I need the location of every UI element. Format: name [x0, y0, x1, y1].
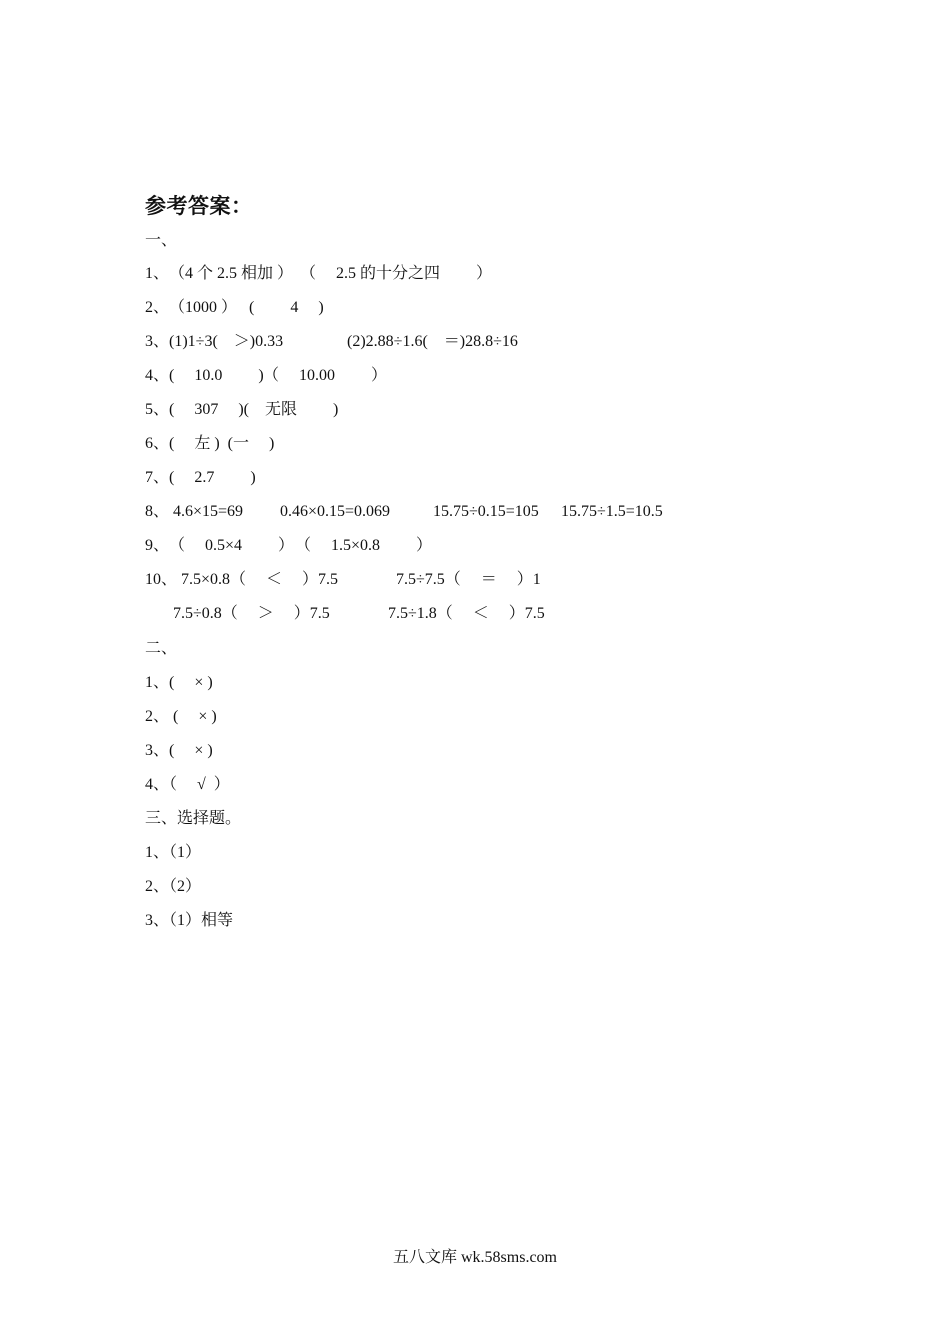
answer-1-4: [145, 364, 388, 388]
answer-number: 4、: [145, 367, 170, 384]
answer-3-3: 3、（1）相等: [145, 912, 234, 929]
answer-1-2: [145, 296, 324, 320]
answer-1-9: [145, 534, 433, 558]
answer-number: 7、: [145, 469, 170, 486]
answer-part-b: ( 4 ): [249, 299, 324, 316]
answer-1-6: [145, 432, 275, 456]
answer-part-a: （ 0.5×4 ）: [169, 537, 295, 554]
answer-part-b: （ 2.5 的十分之四 ）: [300, 265, 493, 282]
answer-number: 5、: [145, 401, 170, 418]
answer-part-a: (1)1÷3( ＞)0.33: [169, 333, 284, 350]
answer-part-a: 7.5×0.8（ ＜ ）7.5: [181, 571, 339, 588]
page-title: 参考答案：: [145, 194, 253, 218]
answer-2-3: 3、( × ): [145, 742, 213, 759]
answer-part-a: 4.6×15=69: [173, 503, 244, 520]
answer-part-a: ( 307 )(: [169, 401, 249, 418]
answer-number: 6、: [145, 435, 170, 452]
answer-1-10-continued: [145, 602, 545, 626]
answer-part-d: 7.5÷1.8（ ＜ ）7.5: [388, 605, 545, 622]
answer-number: 3、: [145, 333, 170, 350]
answer-2-4: 4、（ √ ）: [145, 776, 230, 793]
answer-2-1: 1、( × ): [145, 674, 213, 691]
answer-3-2: 2、（2）: [145, 878, 202, 895]
answer-part-d: 15.75÷1.5=10.5: [561, 503, 663, 520]
answer-part-b: 无限 ): [265, 401, 339, 418]
answer-1-7: [145, 466, 256, 490]
answer-1-10: [145, 568, 541, 592]
answer-part-b: 7.5÷7.5（ ＝ ）1: [396, 571, 541, 588]
answer-part-a: （4 个 2.5 相加 ）: [169, 265, 294, 282]
answer-number: 10、: [145, 571, 178, 588]
section-1-heading: 一、: [145, 232, 178, 249]
answer-part-a: （1000 ）: [169, 299, 238, 316]
section-3-heading: 三、选择题。: [145, 810, 242, 827]
answer-number: 9、: [145, 537, 170, 554]
answer-2-2: 2、 ( × ): [145, 708, 217, 725]
answer-part-c: 15.75÷0.15=105: [433, 503, 539, 520]
answer-3-1: 1、（1）: [145, 844, 202, 861]
answer-part-b: （ 10.00 ）: [263, 367, 388, 384]
answer-1-8: [145, 500, 663, 524]
answer-number: 2、: [145, 299, 170, 316]
answer-part-a: ( 左 ) (一 ): [169, 435, 275, 452]
answer-1-1: [145, 262, 493, 286]
answer-part-a: ( 2.7 ): [169, 469, 256, 486]
answer-part-c: 7.5÷0.8（ ＞ ）7.5: [173, 605, 330, 622]
footer-watermark: 五八文库 wk.58sms.com: [392, 1249, 557, 1266]
answer-1-5: [145, 398, 339, 422]
answer-1-3: [145, 330, 518, 354]
answer-part-b: (2)2.88÷1.6( ＝)28.8÷16: [347, 333, 518, 350]
section-2-heading: 二、: [145, 640, 178, 657]
answer-number: 8、: [145, 503, 170, 520]
answer-number: 1、: [145, 265, 170, 282]
answer-part-b: （ 1.5×0.8 ）: [295, 537, 433, 554]
answer-part-a: ( 10.0 ): [169, 367, 264, 384]
answer-part-b: 0.46×0.15=0.069: [280, 503, 391, 520]
